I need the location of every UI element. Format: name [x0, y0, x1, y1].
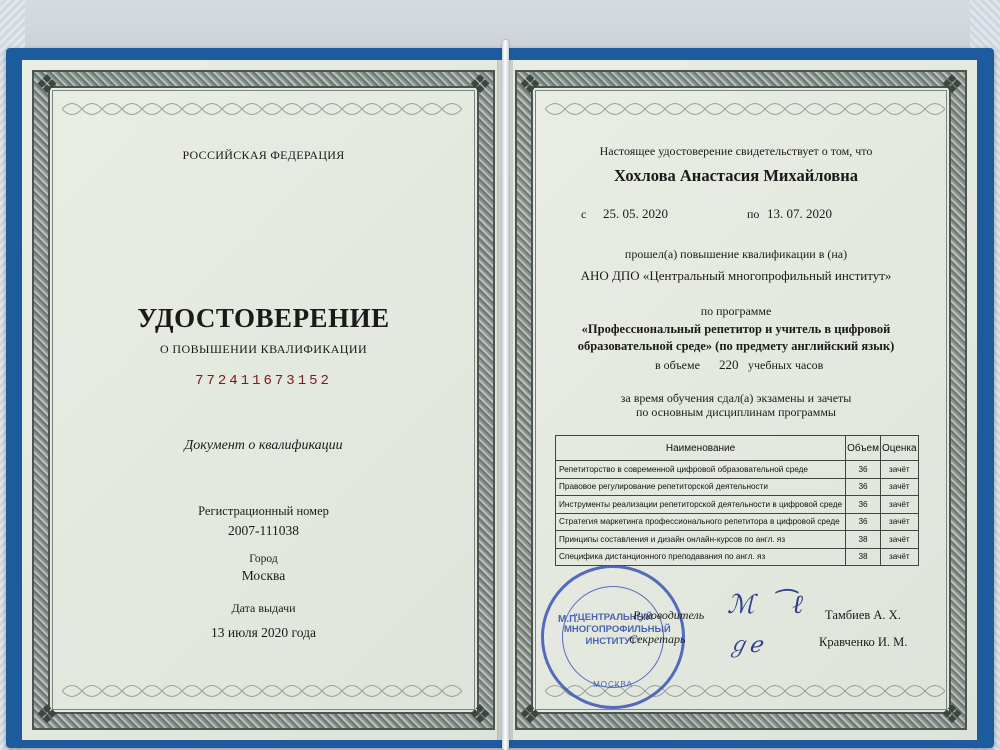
row-name: Стратегия маркетинга профессионального репетитора в цифровой среде: [556, 513, 846, 531]
corner-ornament-icon: ❖: [518, 700, 542, 730]
volume-label: в объеме: [655, 358, 700, 372]
row-name: Инструменты реализации репетиторской деятельности в цифровой среде: [556, 496, 846, 514]
document-type: Документ о квалификации: [184, 438, 343, 453]
row-grade: зачёт: [880, 513, 918, 531]
right-page: [505, 60, 977, 740]
table-row: [556, 548, 919, 566]
corner-ornament-icon: ❖: [35, 700, 59, 730]
secretary-signature: ℊℯ: [727, 633, 763, 658]
guilloche-pattern: [62, 98, 462, 120]
row-volume: 36: [846, 513, 881, 531]
table-header-name: Наименование: [556, 436, 846, 461]
stamp-center-text: "ЦЕНТРАЛЬНЫЙ МНОГОПРОФИЛЬНЫЙ ИНСТИТУТ": [564, 612, 671, 647]
document-title: УДОСТОВЕРЕНИЕ: [137, 303, 390, 333]
corner-ornament-icon: ❖: [940, 70, 964, 100]
table-row: [556, 496, 919, 514]
corner-ornament-icon: ❖: [940, 700, 964, 730]
stamp-city: МОСКВА: [593, 680, 633, 689]
row-grade: зачёт: [880, 496, 918, 514]
row-grade: зачёт: [880, 531, 918, 549]
volume-value: 220: [719, 357, 739, 372]
table-header-volume: Объем: [846, 436, 881, 461]
corner-ornament-icon: ❖: [518, 70, 542, 100]
passed-text: прошел(а) повышение квалификации в (на): [624, 247, 848, 261]
guilloche-pattern: [62, 680, 462, 702]
row-volume: 38: [846, 548, 881, 566]
row-grade: зачёт: [880, 478, 918, 496]
row-name: Принципы составления и дизайн онлайн-курсов по англ. яз: [556, 531, 846, 549]
table-header-grade: Оценка: [880, 436, 918, 461]
frame-inner-border: [52, 90, 475, 710]
table-row: [556, 478, 919, 496]
volume-unit: учебных часов: [748, 358, 824, 372]
row-volume: 36: [846, 478, 881, 496]
city-value: Москва: [241, 568, 286, 583]
program-title-line1: «Профессиональный репетитор и учитель в цифровой: [581, 322, 891, 336]
secretary-name: Кравченко И. М.: [819, 635, 908, 649]
period-to-label: по: [747, 207, 760, 221]
bookmark-ribbon: [502, 40, 509, 750]
disciplines-table: [555, 435, 919, 566]
head-label: Руководитель: [633, 608, 705, 622]
row-grade: зачёт: [880, 548, 918, 566]
period-to-date: 13. 07. 2020: [767, 206, 832, 221]
corner-ornament-icon: ❖: [35, 70, 59, 100]
table-row: [556, 531, 919, 549]
row-grade: зачёт: [880, 461, 918, 479]
corner-ornament-icon: ❖: [468, 70, 492, 100]
guilloche-pattern: [545, 98, 945, 120]
period-from-date: 25. 05. 2020: [603, 206, 668, 221]
country-label: РОССИЙСКАЯ ФЕДЕРАЦИЯ: [182, 148, 345, 162]
row-name: Репетиторство в современной цифровой образовательной среде: [556, 461, 846, 479]
program-title-line2: образовательной среде» (по предмету английский язык): [577, 339, 895, 353]
table-header-row: [556, 436, 919, 461]
row-volume: 38: [846, 531, 881, 549]
institution-name: АНО ДПО «Центральный многопрофильный институт»: [580, 268, 892, 283]
intro-text: Настоящее удостоверение свидетельствует о том, что: [599, 144, 873, 158]
row-name: Специфика дистанционного преподавания по англ. яз: [556, 548, 846, 566]
program-label: по программе: [700, 304, 772, 318]
exams-text-line1: за время обучения сдал(а) экзамены и зачеты: [620, 391, 852, 405]
issue-date-label: Дата выдачи: [231, 601, 296, 615]
row-name: Правовое регулирование репетиторской деятельности: [556, 478, 846, 496]
exams-text-line2: по основным дисциплинам программы: [635, 405, 836, 419]
row-volume: 36: [846, 461, 881, 479]
head-signature: ℳ ⁀ℓ: [727, 590, 804, 620]
city-label: Город: [249, 553, 278, 565]
row-volume: 36: [846, 496, 881, 514]
stamp-mp-label: М.П.: [558, 614, 580, 625]
holder-name: Хохлова Анастасия Михайловна: [614, 166, 858, 185]
table-row: [556, 461, 919, 479]
period-from-label: с: [581, 207, 587, 221]
head-name: Тамбиев А. Х.: [825, 608, 901, 622]
table-row: [556, 513, 919, 531]
serial-number: 772411673152: [195, 373, 332, 389]
corner-ornament-icon: ❖: [468, 700, 492, 730]
reg-number-value: 2007-111038: [228, 523, 299, 538]
left-page: [22, 60, 505, 740]
secretary-label: Секретарь: [629, 632, 686, 646]
document-subtitle: О ПОВЫШЕНИИ КВАЛИФИКАЦИИ: [159, 342, 368, 356]
issue-date-value: 13 июля 2020 года: [211, 625, 316, 640]
reg-number-label: Регистрационный номер: [198, 504, 329, 518]
